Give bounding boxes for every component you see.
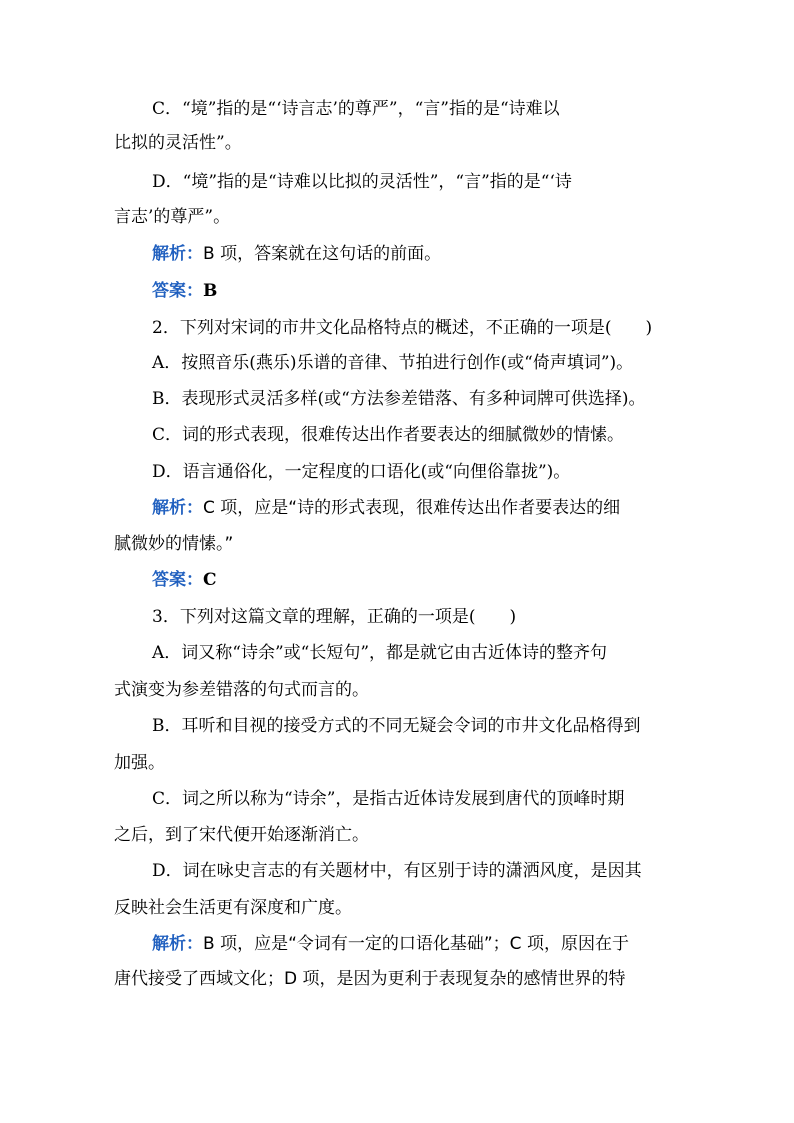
answer-label: 答案：	[152, 570, 203, 590]
q3-option-c-line1: C．词之所以称为“诗余”，是指古近体诗发展到唐代的顶峰时期	[152, 789, 625, 809]
q2-option-d: D．语言通俗化，一定程度的口语化(或“向俚俗靠拢”)。	[152, 462, 571, 482]
analysis-label: 解析：	[152, 934, 203, 954]
q3-option-d-line1: D．词在咏史言志的有关题材中，有区别于诗的潇洒风度，是因其	[152, 861, 642, 881]
q3-analysis-line1	[152, 932, 629, 956]
answer-value: B	[203, 281, 218, 301]
q2-analysis-line2: 腻微妙的情愫。”	[114, 534, 234, 554]
analysis-text: B 项，答案就在这句话的前面。	[203, 244, 442, 264]
q1-option-d-line2: 言志’的尊严”。	[114, 207, 231, 227]
analysis-label: 解析：	[152, 498, 203, 518]
q3-stem: 3．下列对这篇文章的理解，正确的一项是( )	[152, 607, 517, 627]
analysis-text: C 项，应是“诗的形式表现，很难传达出作者要表达的细	[203, 498, 621, 518]
answer-value: C	[203, 570, 217, 590]
q3-option-b-line1: B．耳听和目视的接受方式的不同无疑会令词的市井文化品格得到	[152, 716, 641, 736]
q1-option-d-line1: D．“境”指的是“诗难以比拟的灵活性”，“言”指的是“‘诗	[152, 172, 572, 192]
analysis-text: B 项，应是“令词有一定的口语化基础”；C 项，原因在于	[203, 934, 629, 954]
analysis-label: 解析：	[152, 244, 203, 264]
q1-option-c-line1: C．“境”指的是“‘诗言志’的尊严”，“言”指的是“诗难以	[152, 99, 560, 119]
q2-stem: 2．下列对宋词的市井文化品格特点的概述，不正确的一项是( )	[152, 318, 653, 338]
q3-option-d-line2: 反映社会生活更有深度和广度。	[114, 898, 352, 918]
q3-option-a-line1: A．词又称“诗余”或“长短句”，都是就它由古近体诗的整齐句	[152, 643, 608, 663]
q1-analysis	[152, 242, 441, 266]
q1-answer	[152, 279, 217, 303]
q2-option-b: B．表现形式灵活多样(或“方法参差错落、有多种词牌可供选择)。	[152, 389, 646, 409]
q2-option-c: C．词的形式表现，很难传达出作者要表达的细腻微妙的情愫。	[152, 425, 625, 445]
q3-option-a-line2: 式演变为参差错落的句式而言的。	[114, 680, 369, 700]
answer-label: 答案：	[152, 281, 203, 301]
q2-answer	[152, 568, 217, 592]
q3-option-b-line2: 加强。	[114, 753, 165, 773]
q2-analysis-line1	[152, 496, 620, 520]
q3-analysis-line2: 唐代接受了西域文化；D 项，是因为更利于表现复杂的感情世界的特	[114, 969, 626, 989]
q3-option-c-line2: 之后，到了宋代便开始逐渐消亡。	[114, 825, 369, 845]
q1-option-c-line2: 比拟的灵活性”。	[114, 133, 242, 153]
q2-option-a: A．按照音乐(燕乐)乐谱的音律、节拍进行创作(或“倚声填词”)。	[152, 353, 634, 373]
